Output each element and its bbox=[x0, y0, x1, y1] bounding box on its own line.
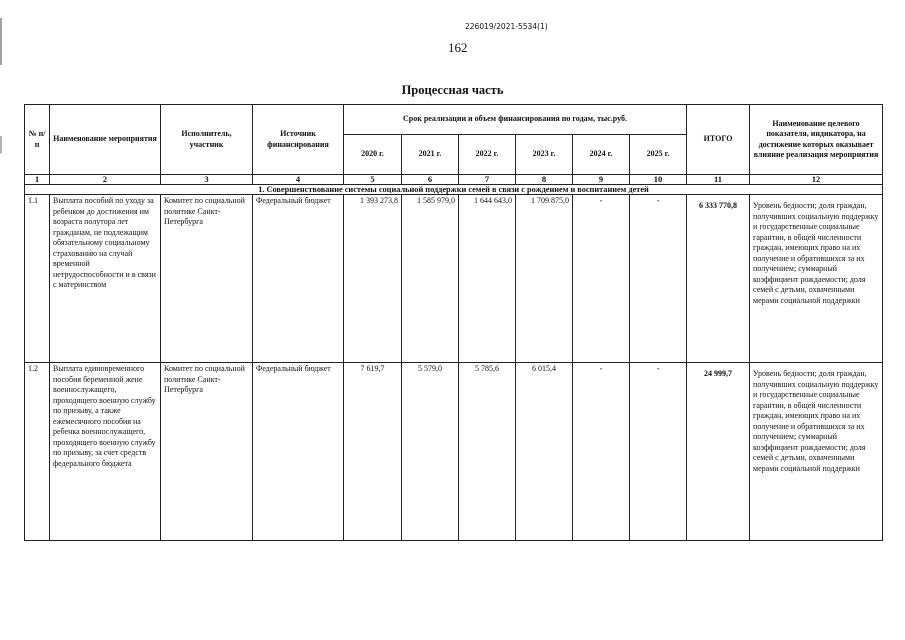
row-year-value: 6 015,4 bbox=[516, 363, 573, 541]
page-title: Процессная часть bbox=[401, 83, 504, 97]
header-num: № п/п bbox=[25, 105, 50, 175]
section-row bbox=[25, 185, 883, 195]
row-activity: Выплата пособий по уходу за ребенком до достижения им возраста полутора лет гражданам, не подлежащим обязательному социальному страхованию на случай временной нетрудоспособности и в связи с материнством bbox=[50, 195, 161, 363]
header-indicator: Наименование целевого показателя, индикатора, на достижение которых оказывает влияние реализация мероприятия bbox=[750, 105, 883, 175]
header-source: Источник финансирования bbox=[253, 105, 344, 175]
column-number: 10 bbox=[630, 175, 687, 185]
header-year: 2023 г. bbox=[516, 135, 573, 175]
column-number: 4 bbox=[253, 175, 344, 185]
row-year-value: 1 644 643,0 bbox=[459, 195, 516, 363]
header-row-1 bbox=[25, 105, 883, 135]
column-number: 6 bbox=[402, 175, 459, 185]
row-year-value: - bbox=[630, 363, 687, 541]
column-number: 8 bbox=[516, 175, 573, 185]
table-row bbox=[25, 195, 883, 363]
row-year-value: 1 585 979,0 bbox=[402, 195, 459, 363]
column-number: 2 bbox=[50, 175, 161, 185]
column-number: 11 bbox=[687, 175, 750, 185]
column-number: 12 bbox=[750, 175, 883, 185]
row-source: Федеральный бюджет bbox=[253, 363, 344, 541]
row-year-value: 1 393 273,8 bbox=[344, 195, 402, 363]
header-year: 2024 г. bbox=[573, 135, 630, 175]
header-total: ИТОГО bbox=[687, 105, 750, 175]
row-num: 1.1 bbox=[25, 195, 50, 363]
row-total: 24 999,7 bbox=[687, 363, 750, 541]
financing-table bbox=[24, 104, 883, 541]
row-source: Федеральный бюджет bbox=[253, 195, 344, 363]
row-executor: Комитет по социальной политике Санкт-Петербурга bbox=[161, 363, 253, 541]
table-row bbox=[25, 363, 883, 541]
header-year: 2022 г. bbox=[459, 135, 516, 175]
row-year-value: 1 709 875,0 bbox=[516, 195, 573, 363]
header-year: 2025 г. bbox=[630, 135, 687, 175]
row-total: 6 333 770,8 bbox=[687, 195, 750, 363]
column-number: 1 bbox=[25, 175, 50, 185]
row-year-value: 7 619,7 bbox=[344, 363, 402, 541]
column-number: 5 bbox=[344, 175, 402, 185]
header-period-group: Срок реализации и объем финансирования по годам, тыс.руб. bbox=[344, 105, 687, 135]
header-year: 2021 г. bbox=[402, 135, 459, 175]
row-year-value: 5 579,0 bbox=[402, 363, 459, 541]
document-id: 226019/2021-5534(1) bbox=[465, 22, 548, 31]
header-executor: Исполнитель, участник bbox=[161, 105, 253, 175]
column-number: 7 bbox=[459, 175, 516, 185]
row-year-value: 5 785,6 bbox=[459, 363, 516, 541]
header-year: 2020 г. bbox=[344, 135, 402, 175]
scan-edge-mark bbox=[0, 18, 2, 608]
header-activity: Наименование мероприятия bbox=[50, 105, 161, 175]
row-num: 1.2 bbox=[25, 363, 50, 541]
section-title: 1. Совершенствование системы социальной поддержки семей в связи с рождением и воспитанием детей bbox=[25, 185, 883, 195]
row-activity: Выплата единовременного пособия беременной жене военнослужащего, проходящего военную службу по призыву, а также ежемесячного пособия на ребенка военнослужащего, проходящего военную службу по призыву, за счет средств федерального бюджета bbox=[50, 363, 161, 541]
column-number: 3 bbox=[161, 175, 253, 185]
column-number-row bbox=[25, 175, 883, 185]
row-year-value: - bbox=[573, 195, 630, 363]
column-number: 9 bbox=[573, 175, 630, 185]
row-year-value: - bbox=[630, 195, 687, 363]
row-year-value: - bbox=[573, 363, 630, 541]
page-number: 162 bbox=[448, 40, 468, 55]
row-indicator: Уровень бедности; доля граждан, получивших социальную поддержку и государственные социальные гарантии, в общей численности граждан, имеющих право на их получение и обратившихся за их получением; суммарный коэффициент рождаемости; доля семей с детьми, охваченными мерами социальной поддержки bbox=[750, 195, 883, 363]
row-indicator: Уровень бедности; доля граждан, получивших социальную поддержку и государственные социальные гарантии, в общей численности граждан, имеющих право на их получение и обратившихся за их получением; суммарный коэффициент рождаемости; доля семей с детьми, охваченными мерами социальной поддержки bbox=[750, 363, 883, 541]
row-executor: Комитет по социальной политике Санкт-Петербурга bbox=[161, 195, 253, 363]
